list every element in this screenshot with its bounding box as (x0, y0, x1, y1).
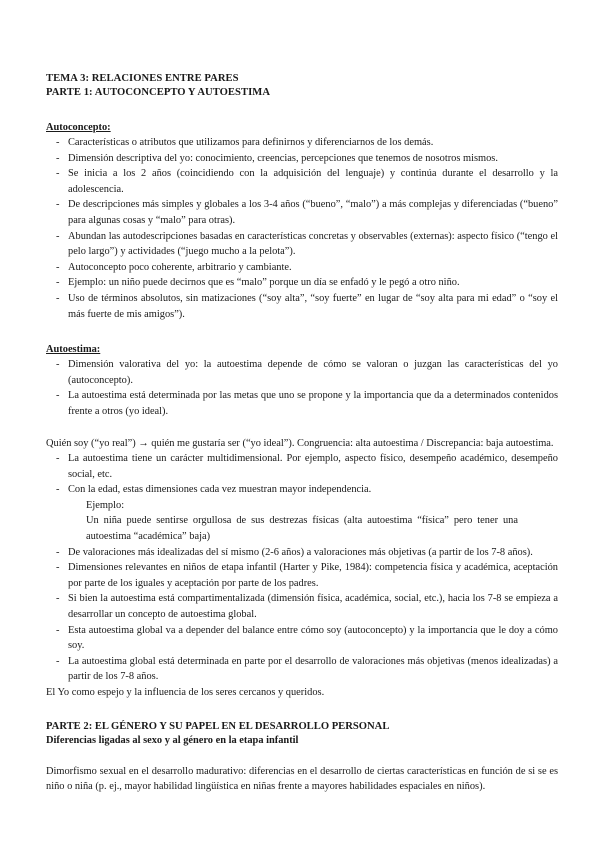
document-body (46, 72, 558, 795)
list-item: - Esta autoestima global va a depender del balance entre cómo soy (autoconcepto) y la importancia que le doy a cómo soy. (46, 623, 558, 654)
list-item: - Autoconcepto poco coherente, arbitrario y cambiante. (46, 260, 558, 276)
dimorfismo-paragraph: Dimorfismo sexual en el desarrollo madurativo: diferencias en el desarrollo de ciertas características en función de si se es niño o niña (p. ej., mayor habilidad lingüística en niñas frente a mayores habilidades espaciales en niños). (46, 765, 558, 793)
autoestima-heading: Autoestima: (46, 344, 101, 356)
list-item: - Ejemplo: un niño puede decirnos que es “malo” porque un día se enfadó y le pegó a otro niño. (46, 275, 558, 291)
list-item: - Abundan las autodescripciones basadas en características concretas y observables (externas): aspecto físico (“tengo el pelo largo”) y actividades (“juego mucho a la pelota”). (46, 229, 558, 260)
list-item: - La autoestima está determinada por las metas que uno se propone y la importancia que da a determinados contenidos frente a otros (yo ideal). (46, 388, 558, 419)
list-item: - Dimensión descriptiva del yo: conocimiento, creencias, percepciones que tenemos de nosotros mismos. (46, 151, 558, 167)
list-item: - La autoestima tiene un carácter multidimensional. Por ejemplo, aspecto físico, desempeño académico, desempeño social, etc. (46, 451, 558, 482)
list-item: - Si bien la autoestima está compartimentalizada (dimensión física, académica, social, etc.), hacia los 7-8 se empieza a desarrollar un concepto de autoestima global. (46, 591, 558, 622)
part2-title: PARTE 2: EL GÉNERO Y SU PAPEL EN EL DESARROLLO PERSONAL (46, 720, 390, 732)
list-item: - Características o atributos que utilizamos para definirnos y diferenciarnos de los demás. (46, 135, 558, 151)
yo-espejo-paragraph: El Yo como espejo y la influencia de los seres cercanos y queridos. (46, 687, 325, 698)
list-item: - La autoestima global está determinada en parte por el desarrollo de valoraciones más objetivas (menos idealizadas) a partir de los 7-8 años. (46, 654, 558, 685)
topic-title: TEMA 3: RELACIONES ENTRE PARES (46, 73, 239, 84)
autoconcepto-heading: Autoconcepto: (46, 122, 111, 133)
part1-title: PARTE 1: AUTOCONCEPTO Y AUTOESTIMA (46, 87, 271, 98)
list-item: - Uso de términos absolutos, sin matizaciones (“soy alta”, “soy fuerte” en lugar de “soy alta para mi edad” o “soy el más fuerte de mis amigos”). (46, 291, 558, 322)
list-item-text: Con la edad, estas dimensiones cada vez muestran mayor independencia. (68, 484, 372, 496)
list-item: - De descripciones más simples y globales a los 3-4 años (“bueno”, “malo”) a más complejas y diferenciadas (“bueno” para algunas cosas y “malo” para otras). (46, 197, 558, 228)
yo-real-yo-ideal-paragraph: Quién soy (“yo real”) → quién me gustaría ser (“yo ideal”). Congruencia: alta autoestima / Discrepancia: baja autoestima. (46, 437, 554, 449)
example-label: Ejemplo: (86, 499, 125, 511)
list-item: - Se inicia a los 2 años (coincidiendo con la adquisición del lenguaje) y continúa durante el desarrollo y la adolescencia. (46, 166, 558, 197)
example-text: Un niña puede sentirse orgullosa de sus destrezas físicas (alta autoestima “física” pero tener una autoestima “académica” baja) (86, 515, 518, 543)
list-item: - De valoraciones más idealizadas del sí mismo (2-6 años) a valoraciones más objetivas (a partir de los 7-8 años). (46, 545, 558, 561)
list-item: - Dimensiones relevantes en niños de etapa infantil (Harter y Pike, 1984): competencia física y académica, aceptación por parte de los iguales y aceptación por parte de los padres. (46, 560, 558, 591)
autoestima-list (46, 357, 558, 419)
list-item (46, 482, 558, 544)
part2-subtitle: Diferencias ligadas al sexo y al género en la etapa infantil (46, 734, 299, 746)
autoconcepto-list (46, 135, 558, 322)
autoestima-detail-list (46, 451, 558, 685)
list-item: - Dimensión valorativa del yo: la autoestima depende de cómo se valoran o juzgan las características del yo (autoconcepto). (46, 357, 558, 388)
